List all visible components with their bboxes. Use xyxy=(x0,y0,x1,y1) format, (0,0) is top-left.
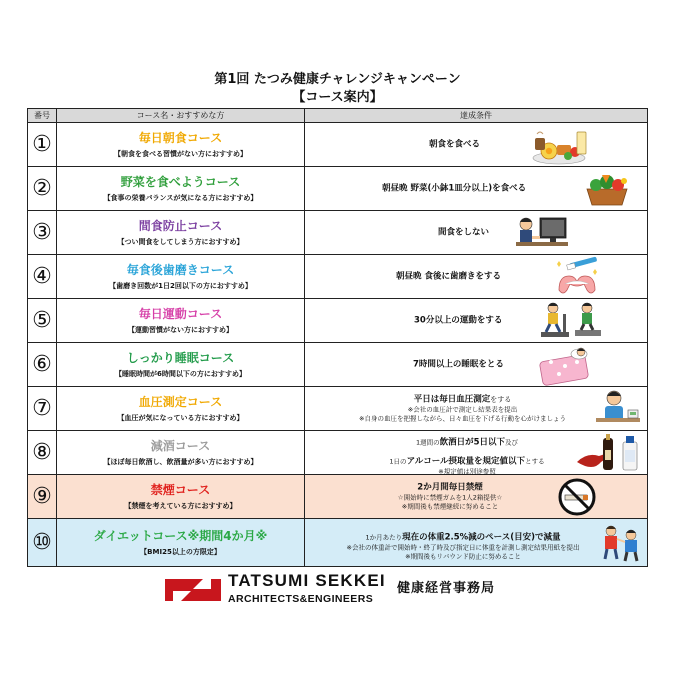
page-subtitle: 【コース案内】 xyxy=(292,90,383,105)
course-cell xyxy=(57,255,305,299)
condition-block xyxy=(329,524,597,561)
course-recommend: 【つい間食をしてしまう方におすすめ】 xyxy=(117,237,244,246)
condition-note: ☆開始時に禁煙ガムを1人2箱提供☆ xyxy=(397,493,503,501)
condition-line xyxy=(367,429,567,448)
toothbrush-illustration-icon xyxy=(553,256,601,298)
course-name: 毎日朝食コース xyxy=(138,130,223,145)
condition-cell xyxy=(305,431,648,475)
condition-main-rest: をする xyxy=(490,395,512,403)
condition-text: 7時間以上の睡眠をとる xyxy=(413,359,504,369)
condition-bold: 現在の体重2.5%減のペース(目安)で減量 xyxy=(402,532,561,542)
table-row xyxy=(28,167,648,211)
row-number: ⑨ xyxy=(28,475,57,519)
course-cell xyxy=(57,431,305,475)
course-recommend: 【睡眠時間が6時間以下の方におすすめ】 xyxy=(115,369,246,378)
course-recommend: 【食事の栄養バランスが気になる方におすすめ】 xyxy=(103,193,258,202)
row-number: ⑥ xyxy=(28,343,57,387)
row-number: ④ xyxy=(28,255,57,299)
condition-note: ※会社の血圧計で測定し結果表を提出 xyxy=(407,405,518,413)
course-name: しっかり睡眠コース xyxy=(126,350,235,365)
course-cell xyxy=(57,123,305,167)
condition-suffix: とする xyxy=(525,457,545,465)
condition-line xyxy=(329,524,597,543)
course-cell xyxy=(57,475,305,519)
condition-block xyxy=(367,429,567,476)
condition-bold: 飲酒日が5日以下 xyxy=(439,437,506,447)
row-number: ⑤ xyxy=(28,299,57,343)
course-table xyxy=(27,108,648,567)
table-row xyxy=(28,431,648,475)
course-name: 毎食後歯磨きコース xyxy=(126,262,235,277)
condition-block xyxy=(375,482,525,511)
course-cell xyxy=(57,299,305,343)
company-name: TATSUMI SEKKEI xyxy=(228,571,386,590)
row-number: ③ xyxy=(28,211,57,255)
condition-cell xyxy=(305,167,648,211)
table-row xyxy=(28,211,648,255)
condition-note: ※自身の血圧を把握しながら、日々血圧を下げる行動を心がけましょう xyxy=(359,414,566,422)
condition-block xyxy=(345,394,580,423)
course-recommend: 【運動習慣がない方におすすめ】 xyxy=(127,325,234,334)
course-recommend: 【歯磨き回数が1日2回以下の方におすすめ】 xyxy=(109,281,252,290)
condition-cell xyxy=(305,475,648,519)
company-subname: ARCHITECTS&ENGINEERS xyxy=(228,593,374,605)
condition-bold: アルコール摂取量を規定値以下 xyxy=(406,456,526,466)
condition-cell xyxy=(305,519,648,567)
course-recommend: 【ほぼ毎日飲酒し、飲酒量が多い方におすすめ】 xyxy=(103,457,258,466)
row-number: ⑩ xyxy=(28,519,57,567)
course-name: 野菜を食べようコース xyxy=(120,174,241,189)
condition-cell xyxy=(305,211,648,255)
table-row xyxy=(28,387,648,431)
course-name: ダイエットコース※期間4か月※ xyxy=(93,528,268,543)
condition-cell xyxy=(305,343,648,387)
course-cell xyxy=(57,167,305,211)
course-name: 血圧測定コース xyxy=(138,394,223,409)
company-logo-icon xyxy=(163,575,223,605)
condition-main: 2か月間毎日禁煙 xyxy=(417,482,483,492)
family-exercise-illustration-icon xyxy=(599,521,645,565)
course-recommend: 【血圧が気になっている方におすすめ】 xyxy=(117,413,244,422)
course-recommend: 【禁煙を考えている方におすすめ】 xyxy=(124,501,237,510)
condition-text: 間食をしない xyxy=(438,227,490,237)
page-title: 第1回 たつみ健康チャレンジキャンペーン xyxy=(214,72,461,87)
office-name: 健康経営事務局 xyxy=(397,581,496,596)
condition-main-bold: 平日は毎日血圧測定 xyxy=(413,394,491,404)
breakfast-illustration-icon xyxy=(527,124,597,166)
course-cell xyxy=(57,519,305,567)
table-row xyxy=(28,255,648,299)
course-cell xyxy=(57,387,305,431)
condition-note: ※会社の体重計で開始時・終了時及び指定日に体重を計測し測定結果用紙を提出 xyxy=(346,543,580,551)
condition-text: 朝昼晩 食後に歯磨きをする xyxy=(396,271,501,281)
row-number: ② xyxy=(28,167,57,211)
condition-cell xyxy=(305,387,648,431)
table-row xyxy=(28,343,648,387)
condition-line xyxy=(367,448,567,467)
vegetable-basket-illustration-icon xyxy=(582,169,632,209)
table-row xyxy=(28,299,648,343)
course-name: 毎日運動コース xyxy=(138,306,223,321)
condition-text: 30分以上の運動をする xyxy=(414,315,503,325)
condition-text: 朝昼晩 野菜(小鉢1皿分以上)を食べる xyxy=(382,183,527,193)
title-block xyxy=(0,71,675,106)
desk-worker-illustration-icon xyxy=(512,212,570,254)
blood-pressure-illustration-icon xyxy=(592,388,642,430)
condition-prefix: 1週間の xyxy=(415,438,440,446)
condition-suffix: 及び xyxy=(505,438,519,446)
course-recommend: 【BMI25以上の方限定】 xyxy=(140,547,221,556)
course-name: 間食防止コース xyxy=(138,218,223,233)
sleeping-illustration-icon xyxy=(535,344,593,386)
row-number: ⑦ xyxy=(28,387,57,431)
course-recommend: 【朝食を食べる習慣がない方におすすめ】 xyxy=(113,149,248,158)
condition-note: ※規定値は別途参照 xyxy=(438,467,496,475)
condition-text: 朝食を食べる xyxy=(429,139,481,149)
header-number: 番号 xyxy=(28,109,57,123)
condition-note: ※期間後も禁煙継続に努めること xyxy=(401,502,499,510)
condition-cell xyxy=(305,255,648,299)
condition-cell xyxy=(305,299,648,343)
row-number: ⑧ xyxy=(28,431,57,475)
table-row xyxy=(28,519,648,567)
course-cell xyxy=(57,343,305,387)
condition-cell xyxy=(305,123,648,167)
course-name: 禁煙コース xyxy=(150,482,211,497)
header-condition: 達成条件 xyxy=(305,109,648,123)
no-smoking-icon xyxy=(557,477,597,517)
course-name: 減酒コース xyxy=(150,438,211,453)
row-number: ① xyxy=(28,123,57,167)
header-course: コース名・おすすめな方 xyxy=(57,109,305,123)
table-row xyxy=(28,123,648,167)
table-header-row xyxy=(28,109,648,123)
course-cell xyxy=(57,211,305,255)
condition-main xyxy=(345,394,580,405)
table-row xyxy=(28,475,648,519)
sake-bottles-illustration-icon xyxy=(573,432,643,474)
condition-prefix: 1か月あたり xyxy=(365,533,403,541)
condition-note: ※期間後もリバウンド防止に努めること xyxy=(405,552,521,560)
treadmill-illustration-icon xyxy=(537,300,603,342)
condition-prefix: 1日の xyxy=(389,457,407,465)
